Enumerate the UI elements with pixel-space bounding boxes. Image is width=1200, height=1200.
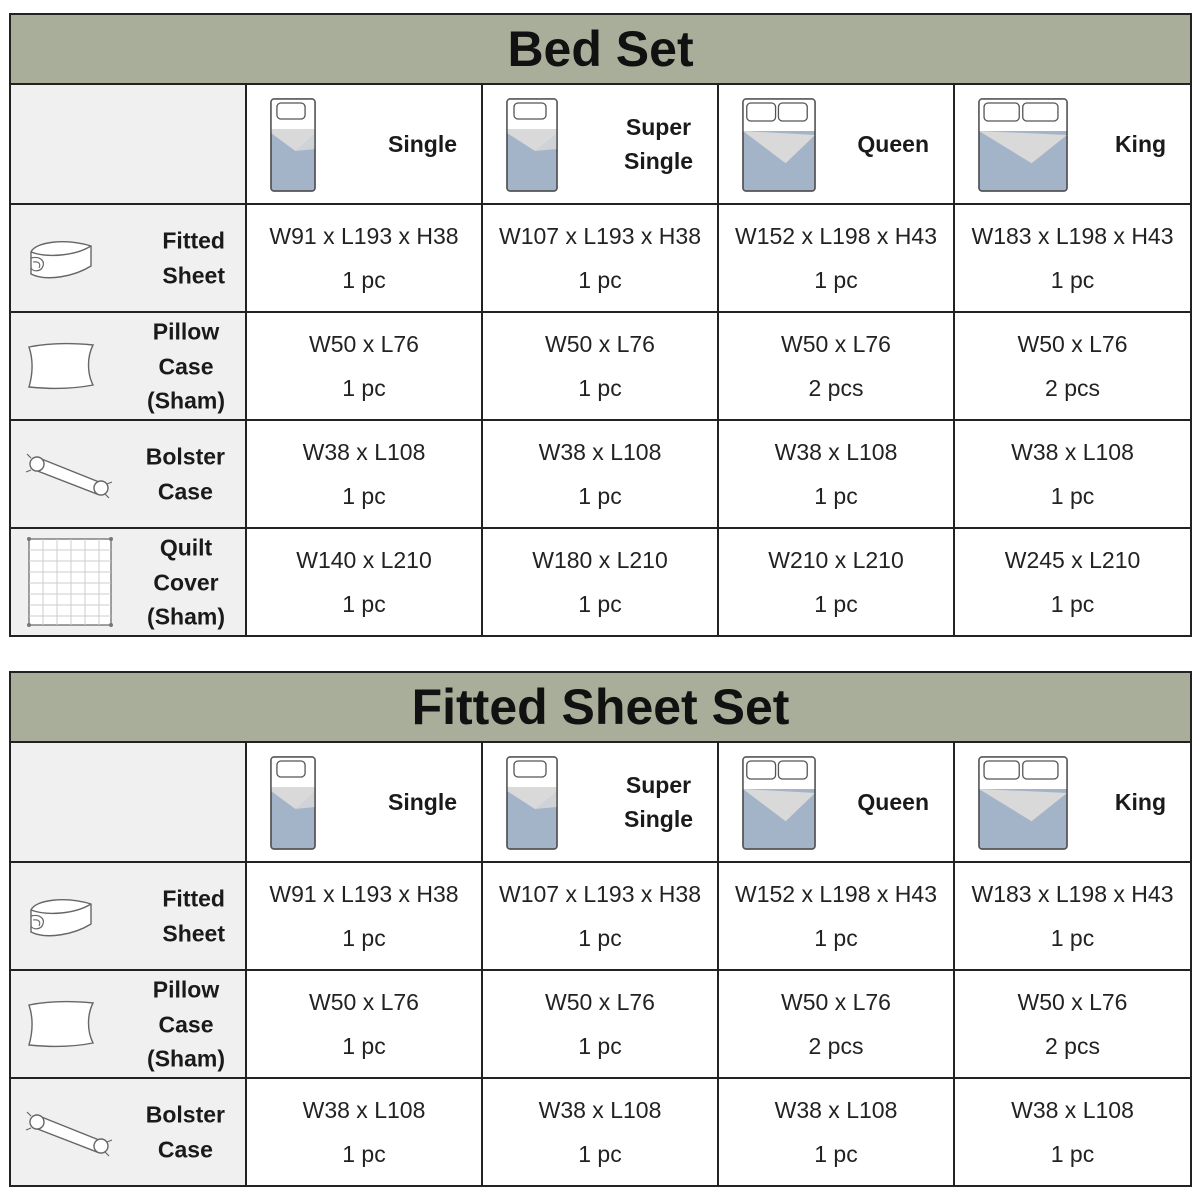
corner-cell [10,84,246,204]
size-value-cell [954,970,1191,1078]
dimensions-text: W50 x L76 [781,989,891,1015]
dimensions-text: W107 x L193 x H38 [498,223,701,249]
size-label-line: Single [387,789,457,815]
size-label [1115,785,1166,819]
size-label [388,785,457,819]
item-label-cell [10,970,246,1078]
item-label [147,530,225,634]
size-value-cell [718,862,954,970]
pillow-case-icon [25,999,97,1049]
item-label-line: Pillow [152,318,220,345]
size-header-cell [482,742,718,862]
size-value-cell [246,1078,482,1186]
item-label-cell [10,528,246,636]
dimensions-text: W50 x L76 [1017,989,1128,1015]
dimensions-text: W91 x L193 x H38 [269,223,459,249]
size-value-cell [482,420,718,528]
dimensions-text: W38 x L108 [538,439,662,465]
item-label [147,314,225,418]
size-label-line: Super [625,772,692,798]
table-title: Fitted Sheet Set [10,672,1191,742]
size-value-cell [482,528,718,636]
table-row [10,862,1191,970]
size-label-line: Super [625,114,692,140]
size-value-cell [246,312,482,420]
quilt-cover-icon [25,533,115,631]
dimensions-text: W38 x L108 [774,1097,898,1123]
dimensions-text: W50 x L76 [309,331,419,357]
size-value-cell [482,970,718,1078]
size-value-cell [246,204,482,312]
dimensions-text: W245 x L210 [1004,547,1141,573]
quantity-text: 1 pc [342,925,386,951]
quantity-text: 1 pc [578,483,622,509]
table-row [10,204,1191,312]
size-value-cell [718,312,954,420]
size-value-cell [718,528,954,636]
fitted-sheet-icon [25,888,97,944]
item-label-line: Fitted [162,227,225,254]
quantity-text: 1 pc [1050,925,1095,951]
table-row [10,420,1191,528]
king-bed-icon [977,755,1069,851]
table-title: Bed Set [10,14,1191,84]
item-label-line: (Sham) [147,387,225,414]
size-table [9,13,1192,637]
size-header-cell [954,742,1191,862]
single-bed-icon [269,755,317,851]
quantity-text: 1 pc [1050,267,1095,293]
king-bed-icon [977,97,1069,193]
size-value-cell [718,1078,954,1186]
dimensions-text: W152 x L198 x H43 [734,223,937,249]
item-label-line: Fitted [162,885,225,912]
quantity-text: 1 pc [814,591,858,617]
quantity-text: 1 pc [342,1033,386,1059]
quantity-text: 1 pc [578,1141,622,1167]
quantity-text: 1 pc [1050,1141,1095,1167]
size-value-cell [954,1078,1191,1186]
item-label-line: Pillow [152,976,220,1003]
size-label-line: Single [623,806,693,832]
quantity-text: 2 pcs [808,1033,864,1059]
item-label-cell [10,862,246,970]
queen-bed-icon [741,97,817,193]
size-table [9,671,1192,1187]
size-value-cell [246,970,482,1078]
item-label [146,1098,225,1167]
quantity-text: 1 pc [814,267,858,293]
item-label [162,882,225,951]
item-label-cell [10,312,246,420]
size-value-cell [246,862,482,970]
super-single-bed-icon [505,97,559,193]
item-label [147,972,225,1076]
quantity-text: 1 pc [578,267,622,293]
dimensions-text: W38 x L108 [538,1097,662,1123]
size-value-cell [246,528,482,636]
item-label-line: Bolster [145,1101,225,1128]
dimensions-text: W38 x L108 [302,439,426,465]
quantity-text: 2 pcs [1045,375,1101,401]
dimensions-text: W50 x L76 [781,331,891,357]
size-header-cell [246,742,482,862]
queen-bed-icon [741,755,817,851]
dimensions-text: W38 x L108 [302,1097,426,1123]
dimensions-text: W38 x L108 [1011,439,1134,465]
quantity-text: 1 pc [342,591,386,617]
size-value-cell [482,1078,718,1186]
item-label [162,224,225,293]
dimensions-text: W183 x L198 x H43 [971,223,1174,249]
size-label-line: King [1114,131,1167,157]
dimensions-text: W180 x L210 [532,547,668,573]
size-value-cell [246,420,482,528]
size-value-cell [954,204,1191,312]
dimensions-text: W183 x L198 x H43 [971,881,1174,907]
size-value-cell [482,862,718,970]
size-label-line: King [1114,789,1166,815]
dimensions-text: W91 x L193 x H38 [269,881,459,907]
quantity-text: 2 pcs [1045,1033,1100,1059]
item-label-line: Bolster [145,443,225,470]
dimensions-text: W38 x L108 [1011,1097,1134,1123]
size-value-cell [954,862,1191,970]
size-value-cell [954,528,1191,636]
dimensions-text: W50 x L76 [1017,331,1128,357]
quantity-text: 1 pc [342,1141,386,1167]
quantity-text: 1 pc [578,925,622,951]
size-header-cell [482,84,718,204]
size-label-line: Queen [857,131,929,157]
bolster-case-icon [25,1106,113,1158]
size-value-cell [718,420,954,528]
dimensions-text: W210 x L210 [768,547,904,573]
size-label-line: Single [623,148,693,174]
item-label-line: Cover [153,568,219,595]
quantity-text: 1 pc [814,483,858,509]
size-label-line: Single [387,131,457,157]
size-value-cell [718,204,954,312]
item-label-line: Case [157,478,213,504]
table-row [10,970,1191,1078]
quantity-text: 1 pc [578,1033,622,1059]
quantity-text: 1 pc [578,375,622,401]
dimensions-text: W50 x L76 [309,989,419,1015]
quantity-text: 2 pcs [808,375,864,401]
item-label-cell [10,204,246,312]
size-label [857,127,929,161]
quantity-text: 1 pc [342,375,386,401]
size-label [624,110,693,178]
item-label-line: Case [158,1010,214,1037]
size-header-cell [954,84,1191,204]
size-label-line: Queen [857,789,929,815]
size-value-cell [954,312,1191,420]
item-label-line: Case [158,352,214,379]
super-single-bed-icon [505,755,559,851]
quantity-text: 1 pc [1050,483,1095,509]
dimensions-text: W50 x L76 [545,989,655,1015]
single-bed-icon [269,97,317,193]
item-label-line: Sheet [162,262,225,288]
size-label [388,127,457,161]
table-row [10,1078,1191,1186]
bolster-case-icon [25,448,113,500]
item-label-line: Sheet [162,920,225,946]
dimensions-text: W140 x L210 [296,547,432,573]
size-label [1115,127,1166,161]
quantity-text: 1 pc [578,591,622,617]
quantity-text: 1 pc [814,925,858,951]
table-row [10,312,1191,420]
dimensions-text: W107 x L193 x H38 [498,881,701,907]
size-value-cell [482,204,718,312]
item-label-line: Quilt [159,534,213,561]
item-label [146,440,225,509]
table-row [10,528,1191,636]
quantity-text: 1 pc [342,483,386,509]
size-header-cell [246,84,482,204]
dimensions-text: W38 x L108 [774,439,898,465]
quantity-text: 1 pc [814,1141,858,1167]
item-label-line: (Sham) [147,603,225,630]
item-label-line: Case [157,1136,213,1162]
size-label [857,785,929,819]
size-value-cell [718,970,954,1078]
quantity-text: 1 pc [342,267,386,293]
size-value-cell [954,420,1191,528]
corner-cell [10,742,246,862]
dimensions-text: W152 x L198 x H43 [734,881,937,907]
item-label-line: (Sham) [147,1045,225,1072]
size-header-cell [718,84,954,204]
fitted-sheet-icon [25,230,97,286]
dimensions-text: W50 x L76 [545,331,655,357]
size-label [624,768,693,836]
pillow-case-icon [25,341,97,391]
size-value-cell [482,312,718,420]
quantity-text: 1 pc [1050,591,1095,617]
size-header-cell [718,742,954,862]
item-label-cell [10,1078,246,1186]
item-label-cell [10,420,246,528]
